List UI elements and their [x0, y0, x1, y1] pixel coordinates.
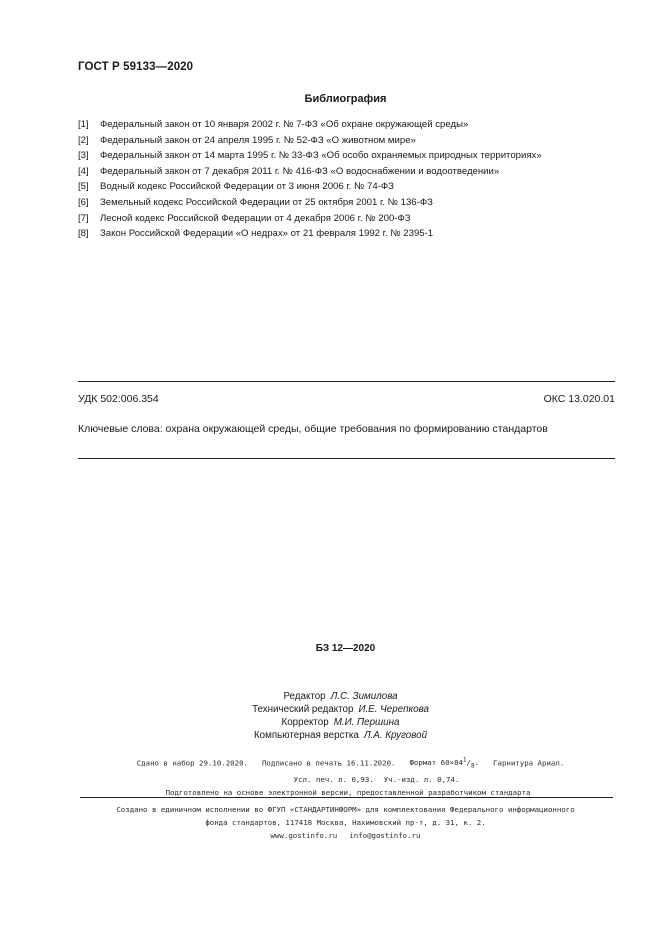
bibliography-item-text: Водный кодекс Российской Федерации от 3 июня 2006 г. № 74-ФЗ [100, 181, 394, 193]
bibliography-item-number: [4] [78, 165, 89, 177]
bibliography-item [78, 179, 542, 195]
publisher-line-2: фонда стандартов, 117418 Москва, Нахимовский пр-т, д. 31, к. 2. [205, 817, 486, 827]
bibliography-item [78, 211, 542, 227]
publisher-divider [80, 797, 613, 798]
staff-name: Л.С. Зимилова [330, 691, 398, 702]
staff-name: И.Е. Черепкова [358, 704, 429, 715]
imprint-line-dates [0, 755, 661, 774]
oks-code: ОКС 13.020.01 [543, 393, 615, 405]
classification-top-divider [78, 381, 615, 382]
imprint-publ-sheets: Уч.-изд. л. 0,74. [383, 774, 460, 784]
staff-role: Редактор [283, 691, 326, 702]
udk-code: УДК 502:006.354 [78, 393, 159, 405]
publisher-email-link[interactable]: info@gostinfo.ru [349, 830, 421, 840]
bibliography-item-number: [8] [78, 228, 89, 240]
imprint-typeface: Гарнитура Ариал. [493, 758, 565, 768]
staff-role: Технический редактор [252, 704, 354, 715]
bibliography-item [78, 164, 542, 180]
bibliography-item-text: Федеральный закон от 24 апреля 1995 г. № 52-ФЗ «О животном мире» [100, 134, 416, 146]
bibliography-item-number: [2] [78, 134, 89, 146]
edition-number: БЗ 12—2020 [315, 643, 376, 654]
imprint-format: Формат $60\times 84^1/_8$. [409, 757, 480, 770]
bibliography-item [78, 117, 542, 133]
bibliography-item [78, 226, 542, 242]
imprint-prepared-note: Подготовлено на основе электронной версии, предоставленной разработчиком стандарта [165, 787, 531, 797]
bibliography-item-text: Федеральный закон от 10 января 2002 г. № 7-ФЗ «Об охране окружающей среды» [100, 119, 469, 130]
staff-name: М.И. Першина [333, 717, 400, 728]
staff-row-proofreader [0, 716, 661, 729]
staff-row-tech-editor [0, 703, 661, 716]
imprint-print-sheets: Усл. печ. л. 0,93. [293, 774, 374, 784]
bibliography-item-text: Лесной кодекс Российской Федерации от 4 декабря 2006 г. № 200-ФЗ [100, 212, 411, 224]
staff-row-layout [0, 729, 661, 742]
publisher-line-1: Создано в единичном исполнении во ФГУП «СТАНДАРТИНФОРМ» для комплектования Федерального информационного [116, 805, 575, 814]
publisher-website-link[interactable]: www.gostinfo.ru [270, 830, 338, 840]
bibliography-title: Библиография [304, 93, 387, 105]
bibliography-item-number: [3] [78, 150, 89, 162]
bibliography-item [78, 133, 542, 149]
classification-bottom-divider [78, 458, 615, 459]
staff-row-editor [0, 690, 661, 703]
keywords-line: Ключевые слова: охрана окружающей среды, общие требования по формированию стандартов [78, 423, 548, 435]
staff-role: Компьютерная верстка [253, 730, 359, 741]
bibliography-item-text: Земельный кодекс Российской Федерации от 25 октября 2001 г. № 136-ФЗ [100, 196, 433, 208]
staff-role: Корректор [281, 717, 329, 728]
imprint-signed: Подписано в печать 16.11.2020. [261, 758, 396, 768]
bibliography-item [78, 195, 542, 211]
document-code: ГОСТ Р 59133—2020 [78, 61, 194, 73]
bibliography-item-number: [7] [78, 212, 89, 224]
publisher-block [0, 804, 661, 842]
bibliography-list [78, 117, 542, 242]
publisher-contacts [0, 830, 661, 843]
imprint-line-sheets [0, 774, 661, 787]
bibliography-item-number: [6] [78, 196, 89, 208]
staff-name: Л.А. Круговой [363, 730, 428, 741]
bibliography-item-number: [1] [78, 119, 89, 130]
imprint-block [0, 755, 661, 799]
bibliography-item [78, 148, 542, 164]
bibliography-item-text: Федеральный закон от 14 марта 1995 г. № 33-ФЗ «Об особо охраняемых природных территориях» [100, 150, 542, 162]
bibliography-item-text: Закон Российской Федерации «О недрах» от 21 февраля 1992 г. № 2395-1 [100, 228, 434, 240]
bibliography-item-number: [5] [78, 181, 89, 193]
bibliography-item-text: Федеральный закон от 7 декабря 2011 г. № 416-ФЗ «О водоснабжении и водоотведении» [100, 165, 500, 177]
staff-credits [0, 690, 661, 742]
imprint-submitted: Сдано в набор 29.10.2020. [136, 758, 248, 768]
